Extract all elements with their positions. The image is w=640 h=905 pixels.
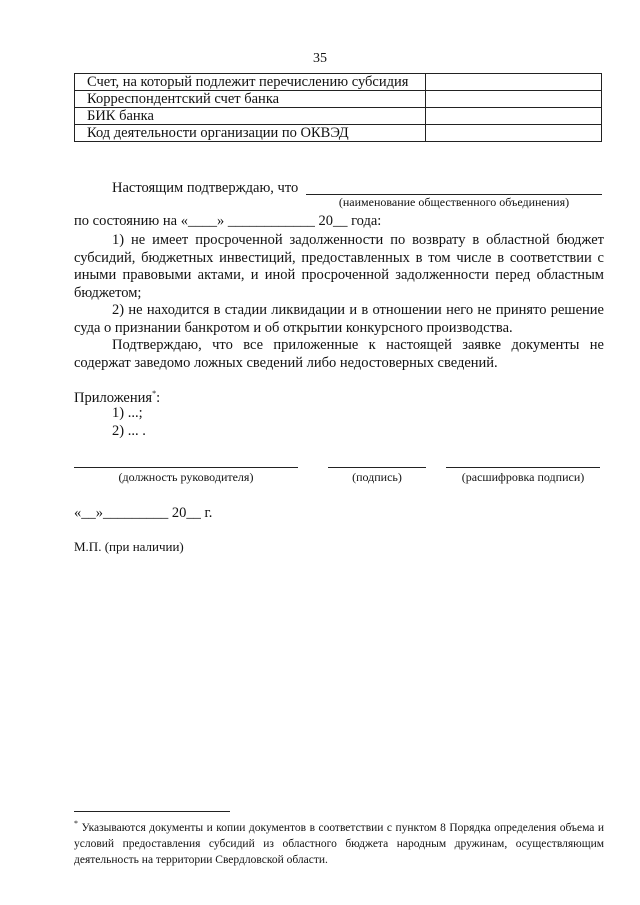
table-cell-label: БИК банка <box>75 108 426 125</box>
table-cell-value[interactable] <box>426 91 602 108</box>
signature-decoding-field[interactable] <box>446 467 600 468</box>
docs-confirm-paragraph: Подтверждаю, что все приложенные к настоящей заявке документы не содержат заведомо ложных сведений либо недостоверных сведений. <box>74 337 604 371</box>
date-line: «__»_________ 20__ г. <box>74 505 213 521</box>
footnote-reference: * <box>152 389 157 398</box>
table-cell-label: Корреспондентский счет банка <box>75 91 426 108</box>
table-cell-label: Код деятельности организации по ОКВЭД <box>75 125 426 142</box>
table-cell-value[interactable] <box>426 125 602 142</box>
footnote-text: Указываются документы и копии документов в соответствии с пунктом 8 Порядка определения объема и условий предоставления субсидий из областного бюджета народным дружинам, осуществляющим деятельность на территории Свердловской области. <box>74 821 605 866</box>
org-name-caption: (наименование общественного объединения) <box>338 195 570 209</box>
attachments-colon: : <box>156 389 161 406</box>
attachment-item: 2) ... . <box>112 423 146 439</box>
position-caption: (должность руководителя) <box>118 470 254 484</box>
signature-decoding-caption: (расшифровка подписи) <box>461 470 585 484</box>
stamp-note: М.П. (при наличии) <box>74 539 184 554</box>
footnote-mark: * <box>74 819 78 828</box>
table-cell-label: Счет, на который подлежит перечислению субсидия <box>75 74 426 91</box>
signature-caption: (подпись) <box>352 470 402 484</box>
position-field[interactable] <box>74 467 298 468</box>
footnote <box>74 816 604 868</box>
attachment-item: 1) ...; <box>112 405 143 421</box>
signature-field[interactable] <box>328 467 426 468</box>
as-of-date-line: по состоянию на «____» ____________ 20__ года: <box>74 213 382 229</box>
attachments-heading-text: Приложения <box>74 389 153 406</box>
table-row <box>75 108 602 125</box>
footnote-divider <box>74 811 230 812</box>
confirm-item-2: 2) не находится в стадии ликвидации и в отношении него не принято решение суда о признании банкротом и об открытии конкурсного производства. <box>74 302 604 336</box>
table-cell-value[interactable] <box>426 74 602 91</box>
table-row <box>75 74 602 91</box>
bank-details-table <box>74 73 602 142</box>
table-row <box>75 125 602 142</box>
confirm-intro: Настоящим подтверждаю, что <box>112 180 299 196</box>
table-cell-value[interactable] <box>426 108 602 125</box>
confirm-item-1: 1) не имеет просроченной задолженности по возврату в областной бюджет субсидий, бюджетных инвестиций, предоставленных в том числе в соответствии с иными правовыми актами, и иной просроченной задолженности перед областным бюджетом; <box>74 232 604 301</box>
table-row <box>75 91 602 108</box>
page-number: 35 <box>313 51 327 66</box>
